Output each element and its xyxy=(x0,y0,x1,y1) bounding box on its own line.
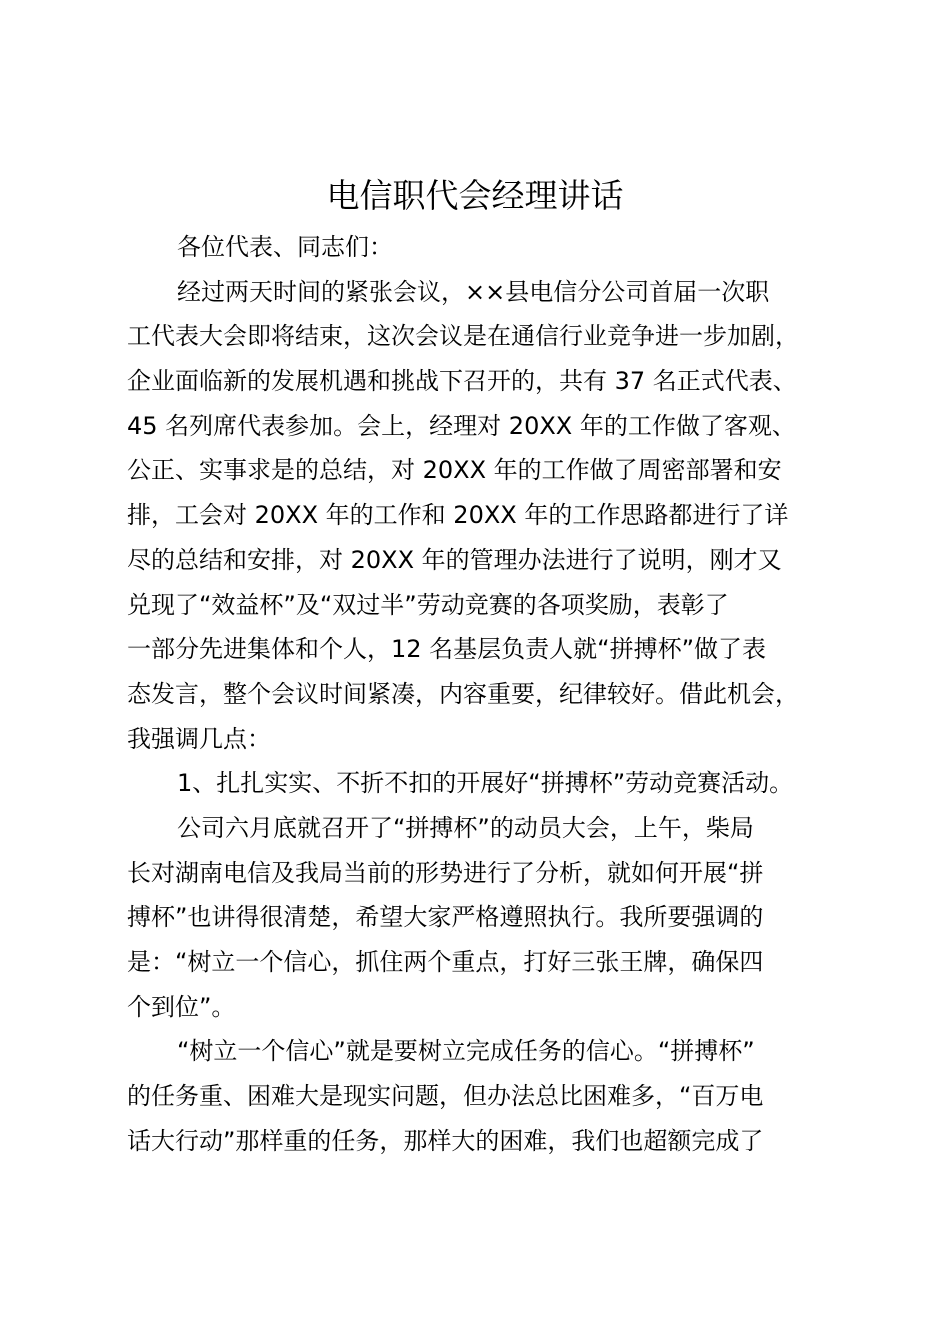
paragraph-line: 公正、实事求是的总结，对 20XX 年的工作做了周密部署和安 xyxy=(127,456,782,485)
paragraph-line: 的任务重、困难大是现实问题，但办法总比困难多，“百万电 xyxy=(127,1082,764,1111)
paragraph-line: 尽的总结和安排，对 20XX 年的管理办法进行了说明，刚才又 xyxy=(127,545,782,574)
paragraph-line: “树立一个信心”就是要树立完成任务的信心。“拼搏杯” xyxy=(177,1037,755,1066)
paragraph-line: 我强调几点： xyxy=(127,724,271,753)
paragraph-line: 态发言，整个会议时间紧凑，内容重要，纪律较好。借此机会， xyxy=(127,679,799,708)
paragraph-line: 45 名列席代表参加。会上，经理对 20XX 年的工作做了客观、 xyxy=(127,411,796,440)
salutation-line: 各位代表、同志们： xyxy=(177,233,393,261)
paragraph-line: 话大行动”那样重的任务，那样大的困难，我们也超额完成了 xyxy=(127,1126,764,1155)
paragraph-line: 个到位”。 xyxy=(127,992,236,1021)
section-heading-line: 1、扎扎实实、不折不扣的开展好“拼搏杯”劳动竞赛活动。 xyxy=(177,769,794,798)
paragraph-line: 排，工会对 20XX 年的工作和 20XX 年的工作思路都进行了详 xyxy=(127,501,789,530)
paragraph-line: 长对湖南电信及我局当前的形势进行了分析，就如何开展“拼 xyxy=(127,858,764,887)
document-title: 电信职代会经理讲话 xyxy=(326,176,624,215)
paragraph-line: 企业面临新的发展机遇和挑战下召开的，共有 37 名正式代表、 xyxy=(127,367,797,396)
paragraph-line: 兑现了“效益杯”及“双过半”劳动竞赛的各项奖励，表彰了 xyxy=(127,590,729,619)
paragraph-line: 搏杯”也讲得很清楚，希望大家严格遵照执行。我所要强调的 xyxy=(127,903,764,932)
document-body xyxy=(127,225,831,1163)
paragraph-line: 工代表大会即将结束，这次会议是在通信行业竞争进一步加剧， xyxy=(127,322,799,351)
paragraph-line: 经过两天时间的紧张会议，××县电信分公司首届一次职 xyxy=(177,277,770,306)
paragraph-line: 是：“树立一个信心，抓住两个重点，打好三张王牌，确保四 xyxy=(127,948,764,976)
paragraph-line: 一部分先进集体和个人，12 名基层负责人就“拼搏杯”做了表 xyxy=(127,635,767,664)
paragraph-line: 公司六月底就召开了“拼搏杯”的动员大会，上午，柴局 xyxy=(177,813,754,842)
